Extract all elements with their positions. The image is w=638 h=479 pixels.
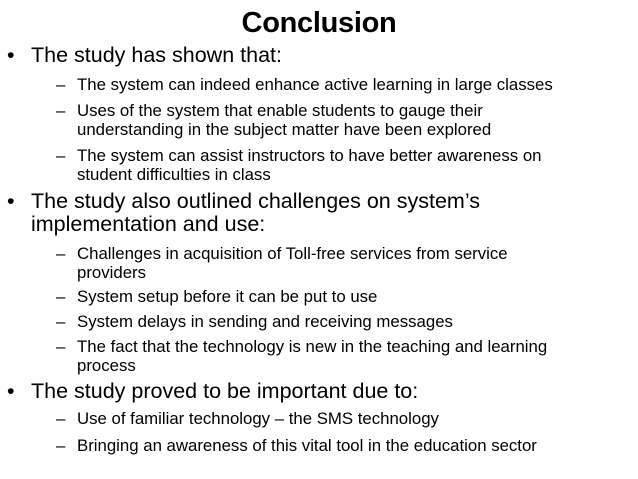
sub-item-text: student difficulties in class (77, 165, 271, 184)
dash-marker: – (56, 244, 66, 263)
sub-item-text: The fact that the technology is new in the teaching and learning (77, 337, 548, 356)
dash-marker: – (56, 337, 66, 356)
dash-marker: – (56, 312, 66, 331)
sub-item-text: process (77, 356, 136, 375)
sub-item-text: Use of familiar technology – the SMS technology (77, 409, 439, 428)
sub-item-text: System setup before it can be put to use (77, 287, 378, 306)
sub-item-text: System delays in sending and receiving messages (77, 312, 453, 331)
bullet-text: The study proved to be important due to: (31, 379, 419, 403)
bullet-text: The study has shown that: (31, 43, 282, 67)
bullet-marker: • (7, 379, 15, 403)
dash-marker: – (56, 101, 66, 120)
bullet-marker: • (7, 43, 15, 67)
dash-marker: – (56, 146, 66, 165)
dash-marker: – (56, 409, 66, 428)
sub-item-text: Challenges in acquisition of Toll-free services from service (77, 244, 508, 263)
dash-marker: – (56, 75, 66, 94)
bullet-text: The study also outlined challenges on system’s (31, 189, 480, 213)
sub-item-text: The system can assist instructors to have better awareness on (77, 146, 542, 165)
sub-item-text: Uses of the system that enable students to gauge their (77, 101, 483, 120)
sub-item-text: Bringing an awareness of this vital tool in the education sector (77, 436, 537, 455)
slide-title: Conclusion (241, 7, 397, 39)
bullet-text: implementation and use: (31, 212, 266, 236)
sub-item-text: The system can indeed enhance active learning in large classes (77, 75, 553, 94)
sub-item-text: providers (77, 263, 147, 282)
dash-marker: – (56, 436, 66, 455)
sub-item-text: understanding in the subject matter have been explored (77, 120, 492, 139)
bullet-marker: • (7, 189, 15, 213)
dash-marker: – (56, 287, 66, 306)
